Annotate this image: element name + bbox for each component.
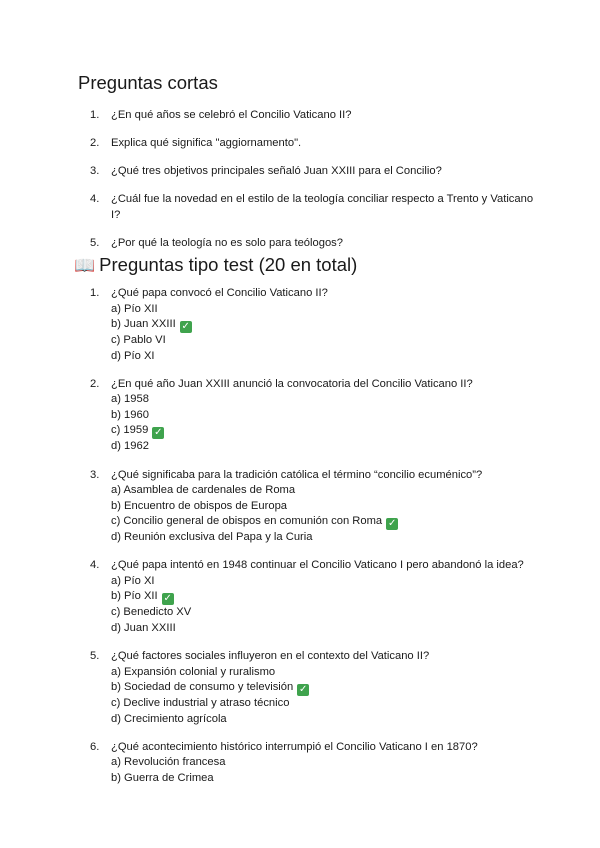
- question-text: ¿Qué papa intentó en 1948 continuar el Concilio Vaticano I pero abandonó la idea?: [111, 559, 524, 572]
- question-text: ¿Cuál fue la novedad en el estilo de la teología conciliar respecto a Trento y Vaticano I?: [111, 193, 534, 221]
- question-text: ¿Qué papa convocó el Concilio Vaticano II?: [111, 287, 328, 299]
- test-question-item: [90, 740, 540, 787]
- short-question-item: [90, 236, 540, 252]
- answer-option: a) Pío XI: [111, 574, 155, 587]
- question-text: ¿En qué años se celebró el Concilio Vaticano II?: [111, 109, 352, 121]
- test-question-item: [90, 649, 540, 727]
- answer-option: b) Encuentro de obispos de Europa: [111, 499, 288, 512]
- short-question-item: [90, 136, 540, 152]
- test-question-item: [90, 286, 540, 364]
- answer-option: b) Pío XII ✓: [111, 590, 172, 605]
- question-text: ¿Por qué la teología no es solo para teólogos?: [111, 236, 343, 249]
- short-questions-heading: Preguntas cortas: [78, 72, 218, 93]
- question-text: ¿Qué significaba para la tradición católica el término “concilio ecuménico”?: [111, 468, 483, 481]
- answer-option: b) Sociedad de consumo y televisión ✓: [111, 681, 308, 696]
- question-number: 4.: [90, 559, 100, 572]
- answer-option: d) Crecimiento agrícola: [111, 712, 227, 725]
- check-mark-icon: ✓: [163, 593, 172, 605]
- answer-option: b) Guerra de Crimea: [111, 771, 214, 784]
- question-number: 2.: [90, 137, 100, 149]
- question-text: ¿Qué acontecimiento histórico interrumpió el Concilio Vaticano I en 1870?: [111, 740, 478, 753]
- question-number: 5.: [90, 650, 100, 663]
- question-text: ¿Qué factores sociales influyeron en el contexto del Vaticano II?: [111, 650, 430, 663]
- answer-option: d) Reunión exclusiva del Papa y la Curia: [111, 531, 313, 544]
- question-number: 2.: [90, 377, 100, 390]
- question-text: ¿Qué tres objetivos principales señaló Juan XXIII para el Concilio?: [111, 165, 442, 177]
- test-question-item: [90, 468, 540, 546]
- answer-option: a) 1958: [111, 393, 149, 406]
- question-number: 6.: [90, 740, 100, 753]
- test-questions-heading: [74, 254, 357, 276]
- answer-option: a) Expansión colonial y ruralismo: [111, 665, 276, 678]
- answer-option: c) Concilio general de obispos en comunión con Roma ✓: [111, 515, 397, 530]
- answer-option: a) Pío XII: [111, 302, 158, 315]
- check-mark-icon: ✓: [387, 518, 397, 530]
- answer-option: d) 1962: [111, 440, 149, 453]
- question-text: Explica qué significa "aggiornamento".: [111, 137, 302, 149]
- question-text: ¿En qué año Juan XXIII anunció la convocatoria del Concilio Vaticano II?: [111, 377, 473, 390]
- check-mark-icon: ✓: [154, 427, 163, 439]
- answer-option: c) Declive industrial y atraso técnico: [111, 697, 290, 710]
- open-book-icon: 📖: [74, 256, 96, 276]
- test-question-item: [90, 377, 540, 455]
- check-mark-icon: ✓: [299, 684, 308, 696]
- answer-option: a) Revolución francesa: [111, 756, 226, 769]
- answer-option: d) Pío XI: [111, 349, 155, 362]
- short-questions-list: [90, 108, 540, 264]
- test-questions-list: [90, 286, 540, 799]
- question-number: 3.: [90, 165, 100, 177]
- answer-option: c) 1959 ✓: [111, 424, 163, 439]
- short-question-item: [90, 192, 540, 223]
- check-mark-icon: ✓: [181, 321, 190, 332]
- answer-option: d) Juan XXIII: [111, 621, 176, 634]
- short-question-item: [90, 108, 540, 124]
- answer-option: b) Juan XXIII ✓: [111, 318, 190, 332]
- question-number: 4.: [90, 193, 100, 205]
- short-question-item: [90, 164, 540, 180]
- question-number: 1.: [90, 287, 100, 299]
- question-number: 1.: [90, 109, 100, 121]
- test-heading-text: Preguntas tipo test (20 en total): [99, 254, 358, 275]
- answer-option: b) 1960: [111, 408, 149, 421]
- test-question-item: [90, 558, 540, 636]
- question-number: 3.: [90, 468, 100, 481]
- question-number: 5.: [90, 236, 100, 249]
- answer-option: a) Asamblea de cardenales de Roma: [111, 484, 296, 497]
- answer-option: c) Benedicto XV: [111, 606, 192, 619]
- answer-option: c) Pablo VI: [111, 334, 166, 346]
